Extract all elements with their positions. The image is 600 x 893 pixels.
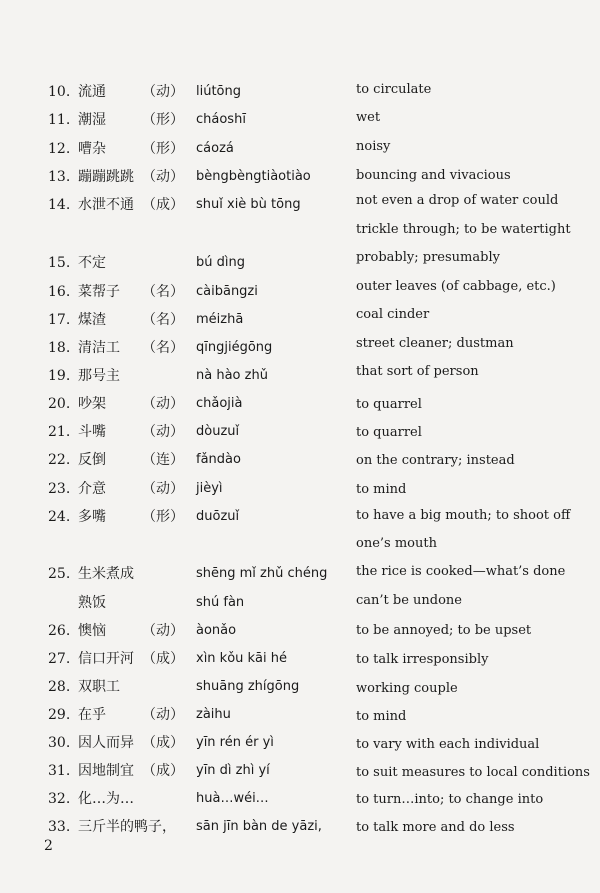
entry-meaning: to vary with each individual: [356, 737, 540, 752]
entry-pinyin: méizhā: [196, 312, 244, 327]
entry-pinyin: bú dìng: [196, 255, 245, 270]
entry-pinyin: qīngjiégōng: [196, 340, 273, 355]
vocab-entry: [0, 787, 600, 811]
entry-pinyin: àonǎo: [196, 623, 237, 638]
entry-number: 17.: [48, 312, 71, 328]
entry-part-of-speech: （名）: [142, 340, 184, 356]
entry-number: 32.: [48, 791, 71, 807]
vocab-entry: [0, 108, 600, 132]
entry-word: 在乎: [78, 707, 106, 723]
entry-meaning: not even a drop of water could: [356, 193, 559, 208]
entry-meaning-continued: one’s mouth: [356, 536, 437, 551]
entry-part-of-speech: （动）: [142, 481, 184, 497]
vocab-entry: [0, 647, 600, 671]
entry-word: 蹦蹦跳跳: [78, 169, 134, 185]
entry-number: 28.: [48, 679, 71, 695]
entry-word: 多嘴: [78, 509, 106, 525]
entry-part-of-speech: （成）: [142, 735, 184, 751]
entry-pinyin: jièyì: [196, 481, 223, 496]
vocab-entry: [0, 703, 600, 727]
vocab-entry: [0, 280, 600, 304]
entry-word: 流通: [78, 84, 106, 100]
vocab-entry: [0, 165, 600, 189]
entry-part-of-speech: （形）: [142, 141, 184, 157]
entry-part-of-speech: （动）: [142, 707, 184, 723]
entry-part-of-speech: （成）: [142, 763, 184, 779]
entry-pinyin: bèngbèngtiàotiào: [196, 169, 311, 184]
entry-part-of-speech: （动）: [142, 169, 184, 185]
entry-meaning: to talk irresponsibly: [356, 652, 489, 667]
entry-part-of-speech: （形）: [142, 112, 184, 128]
entry-number: 22.: [48, 452, 71, 468]
entry-part-of-speech: （成）: [142, 651, 184, 667]
entry-word: 双职工: [78, 679, 120, 695]
entry-meaning: bouncing and vivacious: [356, 168, 511, 183]
entry-meaning: probably; presumably: [356, 250, 500, 265]
entry-meaning-continued: trickle through; to be watertight: [356, 222, 571, 237]
entry-part-of-speech: （名）: [142, 284, 184, 300]
entry-word: 因人而异: [78, 735, 134, 751]
entry-word: 煤渣: [78, 312, 106, 328]
vocab-entry: [0, 193, 600, 237]
entry-pinyin: shēng mǐ zhǔ chéng: [196, 566, 328, 581]
vocab-entry: [0, 759, 600, 783]
entry-pinyin: xìn kǒu kāi hé: [196, 651, 288, 666]
vocab-entry: [0, 619, 600, 643]
entry-number: 15.: [48, 255, 71, 271]
entry-pinyin: yīn dì zhì yí: [196, 763, 270, 778]
entry-meaning: to quarrel: [356, 425, 422, 440]
entry-number: 18.: [48, 340, 71, 356]
entry-number: 30.: [48, 735, 71, 751]
vocab-entry: [0, 336, 600, 360]
entry-pinyin: shú fàn: [196, 595, 245, 610]
entry-meaning: the rice is cooked—what’s done: [356, 564, 566, 579]
entry-meaning: to have a big mouth; to shoot off: [356, 508, 571, 523]
entry-part-of-speech: （动）: [142, 424, 184, 440]
entry-pinyin: yīn rén ér yì: [196, 735, 274, 750]
entry-meaning: street cleaner; dustman: [356, 336, 514, 351]
entry-word: 水泄不通: [78, 197, 134, 213]
entry-word: 不定: [78, 255, 106, 271]
entry-pinyin: shuǐ xiè bù tōng: [196, 197, 301, 212]
entry-word: 斗嘴: [78, 424, 106, 440]
entry-number: 16.: [48, 284, 71, 300]
entry-number: 20.: [48, 396, 71, 412]
entry-number: 11.: [48, 112, 71, 128]
entry-number: 25.: [48, 566, 71, 582]
entry-pinyin: zàihu: [196, 707, 231, 722]
vocab-entry: [0, 591, 600, 615]
entry-word: 反倒: [78, 452, 106, 468]
entry-word: 菜帮子: [78, 284, 120, 300]
entry-word: 潮湿: [78, 112, 106, 128]
entry-pinyin: shuāng zhígōng: [196, 679, 300, 694]
entry-number: 19.: [48, 368, 71, 384]
entry-number: 27.: [48, 651, 71, 667]
entry-part-of-speech: （动）: [142, 84, 184, 100]
entry-pinyin: cháoshī: [196, 112, 246, 127]
entry-word: 清洁工: [78, 340, 120, 356]
vocab-entry: [0, 80, 600, 104]
entry-part-of-speech: （动）: [142, 396, 184, 412]
entry-meaning: coal cinder: [356, 307, 430, 322]
entry-pinyin: sān jīn bàn de yāzi,: [196, 819, 322, 834]
entry-part-of-speech: （名）: [142, 312, 184, 328]
entry-meaning: to suit measures to local conditions: [356, 765, 590, 780]
entry-pinyin: huà…wéi…: [196, 791, 269, 806]
entry-meaning: noisy: [356, 139, 391, 154]
entry-pinyin: nà hào zhǔ: [196, 368, 268, 383]
entry-number: 24.: [48, 509, 71, 525]
entry-part-of-speech: （连）: [142, 452, 184, 468]
entry-meaning: to circulate: [356, 82, 432, 97]
vocab-entry: [0, 675, 600, 699]
entry-pinyin: duōzuǐ: [196, 509, 240, 524]
entry-word: 三斤半的鸭子，: [78, 819, 176, 835]
vocab-entry: [0, 505, 600, 551]
vocab-entry: [0, 731, 600, 755]
vocab-entry: [0, 420, 600, 444]
entry-word: 懊恼: [78, 623, 106, 639]
entry-number: 31.: [48, 763, 71, 779]
entry-number: 29.: [48, 707, 71, 723]
entry-meaning: to be annoyed; to be upset: [356, 623, 532, 638]
entry-meaning: outer leaves (of cabbage, etc.): [356, 279, 556, 294]
entry-meaning: wet: [356, 110, 381, 125]
entry-pinyin: càibāngzi: [196, 284, 258, 299]
vocab-entry: [0, 477, 600, 501]
entry-pinyin: fǎndào: [196, 452, 241, 467]
entry-number: 21.: [48, 424, 71, 440]
entry-meaning: to mind: [356, 482, 407, 497]
entry-pinyin: dòuzuǐ: [196, 424, 240, 439]
entry-word: 生米煮成: [78, 566, 134, 582]
entry-part-of-speech: （动）: [142, 623, 184, 639]
entry-word: 介意: [78, 481, 106, 497]
entry-word: 化…为…: [78, 791, 134, 807]
entry-number: 33.: [48, 819, 71, 835]
entry-number: 10.: [48, 84, 71, 100]
entry-word: 熟饭: [78, 595, 106, 611]
entry-meaning: to quarrel: [356, 397, 422, 412]
entry-number: 23.: [48, 481, 71, 497]
entry-meaning: can’t be undone: [356, 593, 462, 608]
entry-pinyin: cáozá: [196, 141, 234, 156]
entry-pinyin: chǎojià: [196, 396, 243, 411]
entry-number: 13.: [48, 169, 71, 185]
entry-word: 信口开河: [78, 651, 134, 667]
vocab-entry: [0, 251, 600, 275]
entry-number: 12.: [48, 141, 71, 157]
vocab-entry: [0, 815, 600, 839]
entry-word: 因地制宜: [78, 763, 134, 779]
vocab-entry: [0, 308, 600, 332]
entry-word: 嘈杂: [78, 141, 106, 157]
entry-meaning: to turn…into; to change into: [356, 792, 544, 807]
page-number: 2: [44, 838, 53, 854]
vocab-entry: [0, 448, 600, 472]
vocab-entry: [0, 137, 600, 161]
entry-number: 26.: [48, 623, 71, 639]
vocab-entry: [0, 562, 600, 586]
entry-meaning: that sort of person: [356, 364, 479, 379]
entry-meaning: on the contrary; instead: [356, 453, 515, 468]
vocab-entry: [0, 364, 600, 388]
entry-pinyin: liútōng: [196, 84, 242, 99]
entry-word: 那号主: [78, 368, 120, 384]
entry-meaning: working couple: [356, 681, 458, 696]
entry-part-of-speech: （成）: [142, 197, 184, 213]
entry-part-of-speech: （形）: [142, 509, 184, 525]
entry-word: 吵架: [78, 396, 106, 412]
entry-meaning: to talk more and do less: [356, 820, 515, 835]
vocab-entry: [0, 392, 600, 416]
entry-meaning: to mind: [356, 709, 407, 724]
entry-number: 14.: [48, 197, 71, 213]
